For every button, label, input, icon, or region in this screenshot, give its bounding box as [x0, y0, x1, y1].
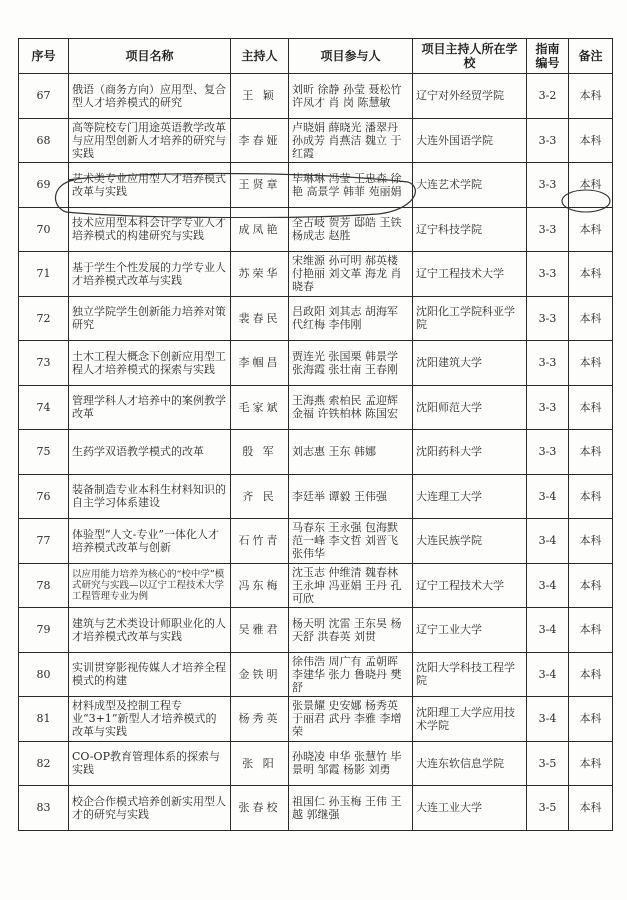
cell-note: 本科 [569, 341, 613, 386]
cell-project-name: 技术应用型本科会计学专业人才培养模式的构建研究与实践 [69, 207, 231, 252]
header-school: 项目主持人所在学校 [413, 39, 527, 74]
header-members: 项目参与人 [289, 39, 413, 74]
cell-guide-code: 3-4 [527, 608, 569, 653]
cell-no: 79 [19, 608, 69, 653]
project-table [18, 38, 613, 831]
cell-leader: 金铁明 [231, 652, 289, 697]
header-no: 序号 [19, 39, 69, 74]
table-row [19, 341, 613, 386]
cell-no: 77 [19, 519, 69, 564]
cell-note: 本科 [569, 430, 613, 475]
cell-note: 本科 [569, 697, 613, 742]
table-row [19, 519, 613, 564]
cell-guide-code: 3-4 [527, 697, 569, 742]
cell-leader: 裴春民 [231, 296, 289, 341]
cell-leader: 冯东梅 [231, 563, 289, 608]
cell-note: 本科 [569, 519, 613, 564]
cell-no: 75 [19, 430, 69, 475]
cell-members: 杨天明 沈雷 王东昊 杨天舒 洪春英 刘贯 [289, 608, 413, 653]
cell-leader: 张春校 [231, 786, 289, 831]
cell-members: 全占岐 贺芳 邸皓 王铁 杨成志 赵胜 [289, 207, 413, 252]
cell-no: 70 [19, 207, 69, 252]
cell-no: 83 [19, 786, 69, 831]
table-row [19, 207, 613, 252]
cell-note: 本科 [569, 296, 613, 341]
table-row [19, 563, 613, 608]
table-row [19, 118, 613, 163]
header-guide-code: 指南编号 [527, 39, 569, 74]
header-note: 备注 [569, 39, 613, 74]
cell-no: 72 [19, 296, 69, 341]
cell-members: 卢晓娟 薛晓光 潘翠丹 孙成芳 肖燕洁 魏立 于红霞 [289, 118, 413, 163]
cell-members: 张景耀 史安娜 杨秀英 于丽君 武丹 李雅 李增荣 [289, 697, 413, 742]
cell-school: 沈阳化工学院科亚学院 [413, 296, 527, 341]
cell-guide-code: 3-5 [527, 741, 569, 786]
cell-school: 辽宁工程技术大学 [413, 563, 527, 608]
cell-school: 沈阳师范大学 [413, 385, 527, 430]
cell-note: 本科 [569, 252, 613, 297]
cell-project-name: 基于学生个性发展的力学专业人才培养模式改革与实践 [69, 252, 231, 297]
cell-guide-code: 3-3 [527, 385, 569, 430]
cell-leader: 毛家斌 [231, 385, 289, 430]
cell-school: 大连东软信息学院 [413, 741, 527, 786]
cell-members: 毕琳琳 冯莹 王忠森 徐艳 高景学 韩菲 苑丽娟 [289, 163, 413, 208]
cell-guide-code: 3-3 [527, 252, 569, 297]
cell-note: 本科 [569, 74, 613, 119]
cell-project-name: 生药学双语教学模式的改革 [69, 430, 231, 475]
cell-guide-code: 3-2 [527, 74, 569, 119]
cell-note: 本科 [569, 207, 613, 252]
cell-project-name: 俄语（商务方向）应用型、复合型人才培养模式的研究 [69, 74, 231, 119]
cell-guide-code: 3-4 [527, 652, 569, 697]
cell-no: 82 [19, 741, 69, 786]
cell-school: 沈阳理工大学应用技术学院 [413, 697, 527, 742]
cell-members: 沈玉志 仲维清 魏春林 王永坤 冯亚娟 王丹 孔可欣 [289, 563, 413, 608]
cell-note: 本科 [569, 786, 613, 831]
cell-project-name: 管理学科人才培养中的案例教学改革 [69, 385, 231, 430]
cell-leader: 王贤章 [231, 163, 289, 208]
cell-school: 沈阳药科大学 [413, 430, 527, 475]
cell-members: 贾连光 张国栗 韩景学 张海霞 张壮南 王春刚 [289, 341, 413, 386]
cell-guide-code: 3-3 [527, 430, 569, 475]
cell-members: 李廷举 谭毅 王伟强 [289, 474, 413, 519]
cell-school: 大连工业大学 [413, 786, 527, 831]
cell-members: 刘志惠 王东 韩娜 [289, 430, 413, 475]
cell-school: 辽宁对外经贸学院 [413, 74, 527, 119]
cell-leader: 齐 民 [231, 474, 289, 519]
cell-school: 沈阳建筑大学 [413, 341, 527, 386]
cell-leader: 苏荣华 [231, 252, 289, 297]
table-row [19, 652, 613, 697]
cell-guide-code: 3-5 [527, 786, 569, 831]
cell-guide-code: 3-3 [527, 341, 569, 386]
cell-project-name: 装备制造专业本科生材料知识的自主学习体系建设 [69, 474, 231, 519]
cell-note: 本科 [569, 474, 613, 519]
cell-guide-code: 3-3 [527, 207, 569, 252]
cell-leader: 王 颖 [231, 74, 289, 119]
table-row [19, 74, 613, 119]
cell-leader: 石竹青 [231, 519, 289, 564]
cell-project-name: 以应用能力培养为核心的“校中学”模式研究与实践—以辽宁工程技术大学工程管理专业为例 [69, 563, 231, 608]
cell-note: 本科 [569, 385, 613, 430]
cell-school: 沈阳大学科技工程学院 [413, 652, 527, 697]
cell-members: 孙晓凌 申华 张慧竹 毕景明 邹霞 杨影 刘勇 [289, 741, 413, 786]
cell-project-name: 土木工程大概念下创新应用型工程人才培养模式的探索与实践 [69, 341, 231, 386]
cell-guide-code: 3-4 [527, 563, 569, 608]
cell-guide-code: 3-4 [527, 519, 569, 564]
cell-guide-code: 3-3 [527, 296, 569, 341]
table-header-row [19, 39, 613, 74]
cell-guide-code: 3-3 [527, 163, 569, 208]
cell-no: 68 [19, 118, 69, 163]
cell-school: 辽宁工业大学 [413, 608, 527, 653]
cell-members: 马春东 王永强 包海默 范一峰 李文哲 刘晋飞 张伟华 [289, 519, 413, 564]
cell-no: 81 [19, 697, 69, 742]
table-row [19, 163, 613, 208]
cell-project-name: 校企合作模式培养创新实用型人才的研究与实践 [69, 786, 231, 831]
cell-school: 大连理工大学 [413, 474, 527, 519]
cell-leader: 殷 军 [231, 430, 289, 475]
cell-note: 本科 [569, 163, 613, 208]
cell-no: 71 [19, 252, 69, 297]
table-row [19, 252, 613, 297]
cell-members: 徐伟浩 周广有 孟朝晖 李建华 张力 鲁晓丹 樊舒 [289, 652, 413, 697]
cell-note: 本科 [569, 741, 613, 786]
cell-leader: 吴雅君 [231, 608, 289, 653]
cell-school: 辽宁科技学院 [413, 207, 527, 252]
cell-project-name: 材料成型及控制工程专业“3+1”新型人才培养模式的改革与实践 [69, 697, 231, 742]
cell-note: 本科 [569, 118, 613, 163]
cell-note: 本科 [569, 563, 613, 608]
cell-leader: 杨秀英 [231, 697, 289, 742]
table-row [19, 474, 613, 519]
cell-project-name: CO-OP教育管理体系的探索与实践 [69, 741, 231, 786]
table-row [19, 430, 613, 475]
cell-school: 大连外国语学院 [413, 118, 527, 163]
cell-no: 73 [19, 341, 69, 386]
cell-project-name: 实训贯穿影视传媒人才培养全程模式的构建 [69, 652, 231, 697]
cell-guide-code: 3-4 [527, 474, 569, 519]
cell-project-name: 高等院校专门用途英语教学改革与应用型创新人才培养的研究与实践 [69, 118, 231, 163]
cell-guide-code: 3-3 [527, 118, 569, 163]
cell-school: 大连民族学院 [413, 519, 527, 564]
cell-no: 76 [19, 474, 69, 519]
cell-school: 辽宁工程技术大学 [413, 252, 527, 297]
cell-members: 吕政阳 刘其志 胡海军 代红梅 李伟刚 [289, 296, 413, 341]
cell-no: 80 [19, 652, 69, 697]
table-row [19, 697, 613, 742]
cell-no: 74 [19, 385, 69, 430]
cell-school: 大连艺术学院 [413, 163, 527, 208]
cell-project-name: 体验型“人文-专业”一体化人才培养模式改革与创新 [69, 519, 231, 564]
cell-members: 祖国仁 孙玉梅 王伟 王越 郭继强 [289, 786, 413, 831]
header-leader: 主持人 [231, 39, 289, 74]
cell-project-name: 艺术类专业应用型人才培养模式改革与实践 [69, 163, 231, 208]
cell-no: 78 [19, 563, 69, 608]
cell-project-name: 建筑与艺术类设计师职业化的人才培养模式改革与实践 [69, 608, 231, 653]
table-row [19, 608, 613, 653]
cell-leader: 成凤艳 [231, 207, 289, 252]
header-project-name: 项目名称 [69, 39, 231, 74]
cell-project-name: 独立学院学生创新能力培养对策研究 [69, 296, 231, 341]
cell-no: 69 [19, 163, 69, 208]
table-row [19, 296, 613, 341]
cell-no: 67 [19, 74, 69, 119]
cell-members: 宋维源 孙可明 郝英楼 付艳丽 刘文革 海龙 肖晓春 [289, 252, 413, 297]
table-row [19, 786, 613, 831]
cell-leader: 张 阳 [231, 741, 289, 786]
cell-members: 刘昕 徐静 孙莹 聂松竹 许凤才 肖 岗 陈慧敏 [289, 74, 413, 119]
table-row [19, 741, 613, 786]
cell-note: 本科 [569, 608, 613, 653]
cell-leader: 李帼昌 [231, 341, 289, 386]
cell-members: 王海燕 索柏民 孟迎辉 金福 许铁柏林 陈国宏 [289, 385, 413, 430]
cell-leader: 李春娅 [231, 118, 289, 163]
cell-note: 本科 [569, 652, 613, 697]
table-row [19, 385, 613, 430]
